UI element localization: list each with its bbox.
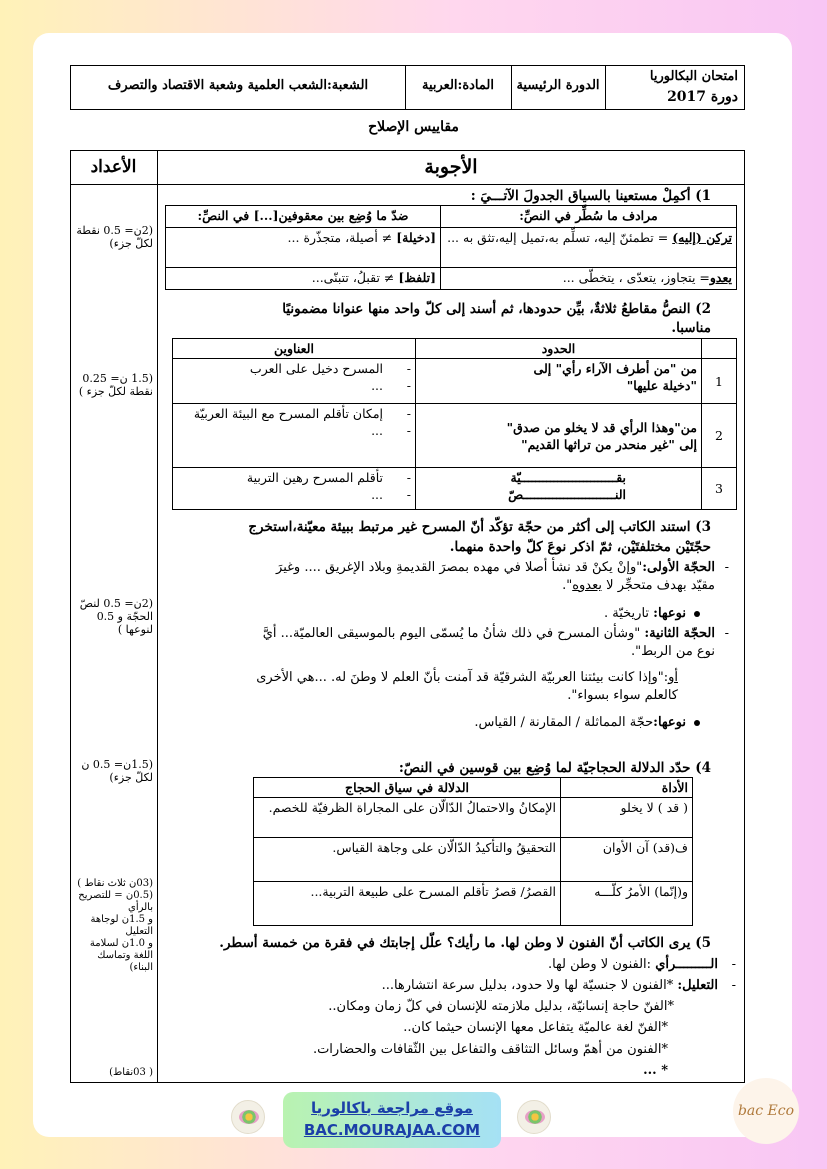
score-q5-c: و 1.0ن لسلامة اللغة وتماسك البناء) bbox=[89, 938, 153, 973]
q3-arg2-label: الحجّة الثانية: bbox=[644, 626, 715, 641]
q1-row2-antonym bbox=[166, 268, 441, 290]
q2-title-2: مناسبا. bbox=[671, 320, 711, 336]
q3-or-text2: كالعلم سواء بسواء". bbox=[567, 688, 678, 703]
q2-dash: - bbox=[406, 423, 411, 438]
footer-site-banner[interactable] bbox=[283, 1092, 501, 1148]
q1-r2-ant-word: [تلفظ] bbox=[398, 270, 436, 285]
q4-r3-meaning: القصرُ/ قصرُ تأقلم المسرح على طبيعة التربية... bbox=[254, 882, 561, 926]
q5-dash-1 bbox=[722, 956, 736, 974]
q2-r3-bound-2: النـــــــــــــــــــــــــصّ bbox=[508, 487, 626, 502]
q1-r2-ant-rest: ≠ تقبلُ، تتبنّى... bbox=[311, 270, 399, 285]
q3-arg1-text2: مقيّد بهدف متحجِّر لا bbox=[602, 578, 715, 593]
score-q5 bbox=[76, 878, 153, 974]
q1-row1-antonym bbox=[166, 228, 441, 268]
q3-arg2-text: "وشأن المسرح في ذلك شأنُ ما يُسمّى اليوم بالموسيقى العالميّة... أيَّ bbox=[262, 626, 645, 641]
doc-title: مقاييس الإصلاح bbox=[368, 119, 459, 135]
q2-r2-title: إمكان تأقلم المسرح مع البيئة العربيّة bbox=[193, 406, 383, 421]
q2-table bbox=[172, 338, 737, 510]
q2-r3-titles bbox=[173, 468, 416, 510]
header-period: الدورة الرئيسية bbox=[516, 78, 600, 93]
q4-header-tool: الأداة bbox=[561, 778, 693, 798]
q3-arg1-type-label: نوعها: bbox=[653, 606, 686, 621]
q2-header-bounds: الحدود bbox=[416, 339, 702, 359]
bullet-icon bbox=[694, 611, 700, 617]
q5-opinion-label: الـــــــــرأي bbox=[655, 957, 718, 972]
q5-opinion-text: :الفنون لا وطن لها. bbox=[547, 957, 656, 972]
q2-dash: - bbox=[406, 487, 411, 502]
q1-header-antonym: ضدّ ما وُضِع بين معقوفين[...] في النصِّ: bbox=[166, 206, 441, 228]
q1-table bbox=[165, 205, 737, 290]
q5-dash: - bbox=[731, 978, 736, 993]
q4-r2-meaning: التحقيقُ والتأكيدُ الدّالّان على وجاهة القياس. bbox=[254, 838, 561, 882]
q3-or-text: :"وإذا كانت بيئتنا العربيّة الشرقيّة قد آمنت بأنّ العلم لا وطنَ له. ...هي الأخرى bbox=[256, 670, 669, 685]
q2-r3-title: تأقلم المسرح رهين التربية bbox=[246, 470, 383, 485]
q3-arg2-type bbox=[300, 714, 700, 732]
q5-title: 5) يرى الكاتب أنّ الفنون لا وطن لها. ما رأيك؟ علّل إجابتك في فقرة من خمسة أسطر. bbox=[219, 935, 711, 951]
q3-arg1-text: "وإنْ يكنْ قد نشأ أصلا في مهده بمصرَ القديمةِ وبلاد الإغريق .... وغيرَ bbox=[276, 560, 643, 575]
q3-arg1-type-value: تاريخيّة . bbox=[604, 606, 654, 621]
q1-row2-synonym bbox=[441, 268, 737, 290]
q4-r1-tool: ( قد ) لا يخلو bbox=[561, 798, 693, 838]
q3-arg1-text2-end: ". bbox=[562, 578, 573, 593]
q2-r3-bounds bbox=[416, 468, 702, 510]
header-exam: امتحان البكالوريا bbox=[649, 69, 738, 84]
q3-arg1-label: الحجّة الأولى: bbox=[642, 560, 715, 575]
q1-r2-syn-rest: = يتجاوز، يتعدّى ، يتخطّى ... bbox=[562, 270, 710, 285]
footer-logo-right-icon bbox=[517, 1100, 551, 1134]
q2-dash: - bbox=[406, 378, 411, 393]
q2-r1-title: المسرح دخيل على العرب bbox=[249, 361, 383, 376]
q1-r1-ant-rest: ≠ أصيلة، متجذّرة ... bbox=[287, 230, 397, 245]
score-q5-end: ( 03نقاط) bbox=[109, 1067, 153, 1078]
q2-header-titles: العناوين bbox=[173, 339, 416, 359]
score-q4: (1.5ن= 0.5 ن لكلّ جزء) bbox=[81, 758, 153, 784]
header-subject: المادة:العربية bbox=[422, 78, 494, 93]
q3-arg2-type-label: نوعها: bbox=[653, 715, 686, 730]
q2-r1-bound-2: "دخيلة عليها" bbox=[626, 378, 697, 393]
q4-table bbox=[253, 777, 693, 926]
footer-site-url[interactable]: BAC.MOURAJAA.COM bbox=[303, 1121, 481, 1139]
q3-arg1-text2-underlined: يعدوه bbox=[572, 578, 603, 593]
q2-r1-titles bbox=[173, 359, 416, 404]
q3-arg2 bbox=[230, 625, 715, 661]
q3-dash-2: - bbox=[724, 626, 729, 641]
q5-reason-text: *الفنون لا جنسيّة لها ولا حدود، بدليل سرعة انتشارها... bbox=[381, 978, 678, 993]
q5-dash-2 bbox=[722, 977, 736, 995]
q5-point-1: *الفنّ حاجة إنسانيّة، بدليل ملازمته للإنسان في كلّ زمان ومكان.. bbox=[328, 999, 674, 1014]
q3-arg1 bbox=[230, 559, 715, 595]
q2-r2-bound-1: من"وهذا الرأي قد لا يخلو من صدق" bbox=[506, 419, 697, 435]
header-streams: الشعبة:الشعب العلمية وشعبة الاقتصاد والتصرف bbox=[107, 78, 369, 93]
q2-dash: - bbox=[406, 406, 411, 421]
q3-or bbox=[220, 669, 678, 705]
score-q3: (2ن= 0.5 لنصّ الحجّة و 0.5 لنوعها ) bbox=[79, 597, 153, 636]
q2-r3-num: 3 bbox=[702, 468, 737, 510]
q1-title: 1) أكمِلْ مستعينا بالسياق الجدولَ الآتـــيَ : bbox=[470, 188, 711, 204]
q2-r2-num: 2 bbox=[702, 404, 737, 468]
q1-r1-syn-rest: = تطمئنّ إليه، تسلِّم به،تميل إليه،تثق به ... bbox=[447, 230, 673, 245]
q2-r2-bounds bbox=[416, 404, 702, 468]
q3-or-label: أو bbox=[668, 670, 678, 685]
q2-r2-titles bbox=[173, 404, 416, 468]
q2-dash: - bbox=[406, 361, 411, 376]
q1-row1-synonym bbox=[441, 228, 737, 268]
score-q5-total: (03ن ثلاث نقاط ) bbox=[77, 878, 153, 889]
q3-arg1-type bbox=[300, 605, 700, 623]
score-q5-a: (0.5ن = للتصريح بالرأي bbox=[78, 890, 153, 913]
q3-dash-1: - bbox=[724, 560, 729, 575]
q2-r1-bounds bbox=[416, 359, 702, 404]
bac-eco-logo: bac Eco bbox=[733, 1078, 799, 1144]
q4-header-meaning: الدلالة في سياق الحجاج bbox=[254, 778, 561, 798]
score-q1: (2ن= 0.5 نقطة لكلّ جزء) bbox=[76, 224, 153, 250]
header-year: دورة 2017 bbox=[667, 89, 738, 105]
q5-reason-label: التعليل: bbox=[677, 978, 718, 993]
q2-r1-etc: ... bbox=[371, 378, 383, 393]
q1-r2-syn-word: يعدو bbox=[709, 270, 732, 285]
q4-title: 4) حدّد الدلالة الحجاجيّة لما وُضِع بين قوسين في النصّ: bbox=[398, 760, 711, 776]
col-answers-heading: الأجوبة bbox=[424, 156, 478, 178]
q2-r3-bound-1: بقــــــــــــــــــــــــــيّة bbox=[510, 470, 626, 485]
q1-r1-syn-word: تركن (إليه) bbox=[672, 230, 732, 245]
q5-point-3: *الفنون من أهمّ وسائل التثاقف والتفاعل بين الثّقافات والحضارات. bbox=[312, 1042, 668, 1057]
score-q2: (1.5 ن= 0.25 نقطة لكلّ جزء ) bbox=[78, 372, 153, 398]
q2-title-1: 2) النصُّ مقاطعُ ثلاثةٌ، بيِّن حدودها، ثم أسند إلى كلّ واحد منها عنوانا مضمونيًا bbox=[282, 301, 711, 317]
footer-logo-left-icon bbox=[231, 1100, 265, 1134]
q5-point-2: *الفنّ لغة عالميّة يتفاعل معها الإنسان حيثما كان.. bbox=[403, 1020, 668, 1035]
q1-header-synonym: مرادف ما سُطِّر في النصِّ: bbox=[441, 206, 737, 228]
q3-title-1: 3) استند الكاتب إلى أكثر من حجّة تؤكّد أنّ المسرح غير مرتبط ببيئة معيّنة،استخرج bbox=[248, 519, 711, 535]
footer-site-arabic[interactable]: موقع مراجعة باكالوريا bbox=[311, 1099, 473, 1117]
q5-reason bbox=[250, 977, 718, 995]
q2-r3-etc: ... bbox=[371, 487, 383, 502]
score-q5-b: و 1.5ن لوجاهة التعليل bbox=[90, 914, 153, 937]
q2-r1-num: 1 bbox=[702, 359, 737, 404]
q5-opinion bbox=[300, 956, 718, 974]
q5-point-4: * ... bbox=[643, 1063, 668, 1078]
col-scores-heading: الأعداد bbox=[90, 157, 137, 177]
bullet-icon bbox=[694, 720, 700, 726]
q2-r2-etc: ... bbox=[371, 423, 383, 438]
q1-r1-ant-word: [دخيلة] bbox=[396, 230, 436, 245]
q3-title-2: حجّتَيْن مختلفتَيْن، ثمّ اذكر نوعَ كلّ واحدة منهما. bbox=[449, 539, 711, 555]
q4-r3-tool: و(إنّما) الأمرُ كلّـــه bbox=[561, 882, 693, 926]
q5-dash: - bbox=[731, 957, 736, 972]
q2-r2-bound-2: إلى "غير منحدر من تراثها القديم" bbox=[521, 436, 697, 452]
q2-r1-bound-1: من "من أطرف الآراء رأي" إلى bbox=[533, 361, 697, 376]
q2-dash: - bbox=[406, 470, 411, 485]
q4-r2-tool: ف(قد) آن الأوان bbox=[561, 838, 693, 882]
q4-r1-meaning: الإمكانُ والاحتمالُ الدّالّان على المجاراة الظرفيّة للخصم. bbox=[254, 798, 561, 838]
q3-arg2-type-value: حجّة المماثلة / المقارنة / القياس. bbox=[474, 715, 654, 730]
q3-arg2-text2: نوع من الربط". bbox=[630, 644, 715, 659]
